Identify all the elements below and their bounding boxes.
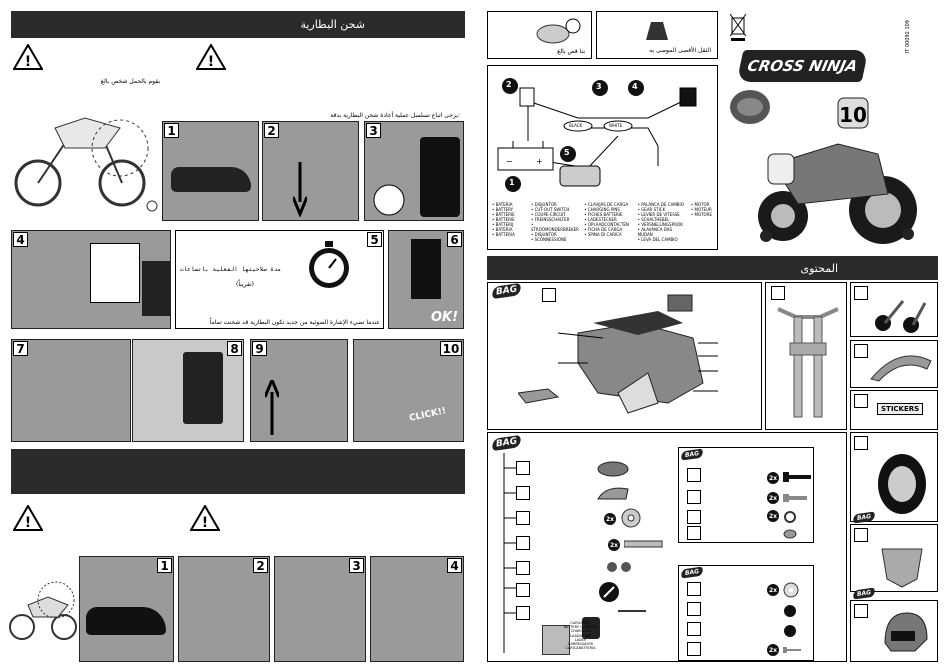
doc-number: IT 00092 109 <box>905 20 911 54</box>
svg-text:!: ! <box>207 54 215 70</box>
product-photo <box>728 84 918 250</box>
wire-label-4: 4 <box>632 82 638 91</box>
step-panel-6 <box>388 230 464 329</box>
seat-shape <box>171 167 251 192</box>
nut-part <box>606 560 636 574</box>
connector-white: WHITE <box>609 123 623 128</box>
step-number: 2 <box>253 558 268 573</box>
step-panel-10 <box>353 339 464 442</box>
wheel-part-panel <box>850 432 938 522</box>
motorbike-illustration <box>10 88 160 218</box>
front-plate-part <box>877 539 927 589</box>
front-fork-part <box>776 303 840 423</box>
click-label: CLICK!! <box>408 406 448 424</box>
battery-step-1 <box>79 556 174 662</box>
quantity-badge: 2x <box>604 513 616 525</box>
charger-box <box>420 137 460 217</box>
part-box <box>516 461 530 475</box>
svg-text:10: 10 <box>839 103 867 127</box>
pin-part <box>618 607 648 615</box>
stickers-label: STICKERS <box>877 403 923 415</box>
adult-assembly-box <box>487 11 592 59</box>
step-number: 6 <box>447 232 462 247</box>
contents-main-panel <box>487 282 762 430</box>
part-box <box>687 468 701 482</box>
wiring-legend <box>492 202 716 242</box>
quantity-badge: 2x <box>767 644 779 656</box>
step-panel-9 <box>250 339 348 442</box>
quantity-badge: 2x <box>767 510 779 522</box>
wire-label-2: 2 <box>506 80 512 89</box>
washer-part <box>783 582 799 598</box>
part-box <box>854 528 868 542</box>
screw-bag-2 <box>678 565 814 661</box>
step5-sub: (تقريباً) <box>236 281 255 288</box>
gear-part <box>620 507 642 529</box>
bolt-part <box>783 470 813 484</box>
battery-charging-header <box>11 11 465 38</box>
bag-label: BAG <box>491 435 522 451</box>
hand-guard-part <box>596 485 630 503</box>
motorbike-illustration <box>8 575 78 645</box>
part-box <box>687 510 701 524</box>
step-number: 4 <box>447 558 462 573</box>
step-number: 4 <box>13 232 28 247</box>
legend-col-1: • BATERIA • BATTERY • BATTERIE • BATTERIE • BATTERIJ • BATERIA • BATTERIA <box>492 202 515 237</box>
wiring-diagram <box>487 65 718 250</box>
part-box <box>516 583 530 597</box>
part-box <box>687 526 701 540</box>
step-number: 5 <box>367 232 382 247</box>
step-number: 1 <box>164 123 179 138</box>
helmet-part-panel <box>850 589 938 662</box>
svg-text:−: − <box>506 157 513 166</box>
contents-header <box>487 256 938 280</box>
bag-label: BAG <box>852 512 875 524</box>
wrench-icon <box>598 581 620 603</box>
charger-box <box>142 261 170 316</box>
part-box <box>854 286 868 300</box>
mudguard-part <box>869 351 934 383</box>
training-wheels-part <box>873 295 933 335</box>
part-box <box>516 536 530 550</box>
up-arrow-icon <box>265 380 279 435</box>
connector-black: BLACK <box>569 123 583 128</box>
legend-col-2: • DISJUNTOR • CUT-OUT SWITCH • COUPE-CIRCUIT • FREINSSCHALTER • STROOMONDERBREKER • DISJUNTOR • SCONNESSIONE <box>530 202 579 242</box>
warning-triangle-icon <box>196 44 226 70</box>
step-panel-7 <box>11 339 131 442</box>
part-box <box>687 490 701 504</box>
bracket-tree <box>498 453 518 653</box>
legend-col-5: • MOTOR • MOTEUR • MOTORE <box>690 202 713 217</box>
svg-text:!: ! <box>24 515 32 531</box>
section-header-bar <box>11 449 465 494</box>
bag-label: BAG <box>852 588 875 600</box>
quantity-badge: 2x <box>767 584 779 596</box>
weee-bin-icon <box>728 12 748 42</box>
charger-labels: CARGADOR BATTERY CHARGER CHARGEUR LAADGERÄT LADER CARREGADOR CARICABATTERIA <box>563 621 598 651</box>
warning-2-text: يرجى اتباع تسلسل عملية أعادة شحن البطارية بدقة: <box>330 112 460 119</box>
part-box <box>854 436 868 450</box>
quantity-badge: 2x <box>608 539 620 551</box>
step-number: 7 <box>13 341 28 356</box>
legend-col-3: • CLAVIJAS DE CARGA • CHARGING PINS • FICHES BATTERIE • LADESTECKER • OPLAADCONTACTEN • FICHA DE CARGA • SPINA DI CARICA <box>584 202 629 237</box>
part-box <box>687 642 701 656</box>
step-panel-2 <box>262 121 359 221</box>
washer-part <box>783 510 797 524</box>
quantity-badge: 2x <box>767 492 779 504</box>
cap-part <box>783 624 797 638</box>
seat-shape <box>86 607 166 635</box>
step-number: 8 <box>227 341 242 356</box>
step-number: 9 <box>252 341 267 356</box>
weight-icon <box>645 18 669 42</box>
charger-box <box>411 239 441 299</box>
light-burst-icon <box>369 180 409 220</box>
stopwatch-icon <box>306 239 352 291</box>
step-number: 3 <box>349 558 364 573</box>
step-panel-4 <box>11 230 171 329</box>
battery-step-2 <box>178 556 270 662</box>
part-box <box>516 606 530 620</box>
axle-part <box>624 539 664 549</box>
handle-grip-part <box>596 461 630 477</box>
helmet-part <box>879 607 931 659</box>
stabilizer-part-panel <box>850 282 938 337</box>
ok-label: OK! <box>430 310 458 325</box>
step-panel-3 <box>364 121 464 221</box>
svg-text:!: ! <box>24 54 32 70</box>
step-number: 10 <box>440 341 462 356</box>
cap-part <box>783 604 797 618</box>
warning-triangle-icon <box>13 44 43 70</box>
step-number: 3 <box>366 123 381 138</box>
part-box <box>687 602 701 616</box>
bag-label: BAG <box>680 449 703 461</box>
part-box <box>854 394 868 408</box>
warning-triangle-icon <box>190 505 220 531</box>
wire-label-3: 3 <box>596 82 602 91</box>
wire-label-5: 5 <box>564 148 570 157</box>
small-parts-panel <box>487 432 847 662</box>
socket-box <box>90 243 140 303</box>
hand-tool-icon <box>533 16 583 46</box>
legend-col-4: • PALANCA DE CAMBIO • GEAR STICK • LEVIER DE VITESSE • SCHALTHEBEL • VERSNELLINGSPOOK • ALAVANCA DAS MUDAN • LEVA DEL CAMBIO <box>637 202 684 242</box>
part-box <box>854 604 868 618</box>
fork-part-panel <box>765 282 847 430</box>
battery-step-4 <box>370 556 464 662</box>
part-box <box>516 511 530 525</box>
part-box <box>516 561 530 575</box>
battery-step-3 <box>274 556 366 662</box>
wire-label-1: 1 <box>509 178 515 187</box>
max-weight-box <box>596 11 718 59</box>
screw-part <box>783 492 809 504</box>
bag-label: BAG <box>491 283 522 299</box>
bike-body-part <box>518 293 738 423</box>
quantity-badge: 2x <box>767 472 779 484</box>
adult-note: بنا قص بالغ <box>557 48 585 55</box>
step5-bottom: عندما تضيء الإشارة الضوئية من جديد تكون البطارية قد شحنت تماماً <box>209 319 380 326</box>
part-box <box>687 622 701 636</box>
step5-text: مدة صلاحيتها الفعلية باتساعات <box>180 266 282 273</box>
down-arrow-icon <box>293 162 307 217</box>
step-panel-8 <box>132 339 244 442</box>
svg-text:+: + <box>536 157 543 166</box>
svg-text:!: ! <box>201 515 209 531</box>
charger-box <box>183 352 223 424</box>
bag-label: BAG <box>680 567 703 579</box>
windshield-part-panel <box>850 513 938 592</box>
nut-part <box>783 528 797 540</box>
part-box <box>771 286 785 300</box>
warning-triangle-icon <box>13 505 43 531</box>
step-number: 1 <box>157 558 172 573</box>
step-panel-1 <box>162 121 259 221</box>
weight-note: الثقل الأقصى الموصى به <box>649 47 711 54</box>
part-box <box>516 486 530 500</box>
part-box <box>687 582 701 596</box>
step-number: 2 <box>264 123 279 138</box>
step-panel-5 <box>175 230 384 329</box>
wheel-part <box>875 451 929 517</box>
fender-part-panel <box>850 340 938 388</box>
screw-bag-1 <box>678 447 814 543</box>
stickers-part-panel <box>850 390 938 430</box>
contents-title: المحتوى <box>800 261 838 275</box>
header-title: شحن البطارية <box>300 18 365 31</box>
product-logo: CROSS NINJA <box>737 50 869 82</box>
part-box <box>854 344 868 358</box>
screw-part <box>783 646 803 654</box>
warning-1-text: يقوم بالحمل شخص بالغ <box>100 78 160 85</box>
wiring-schematic <box>488 66 719 201</box>
